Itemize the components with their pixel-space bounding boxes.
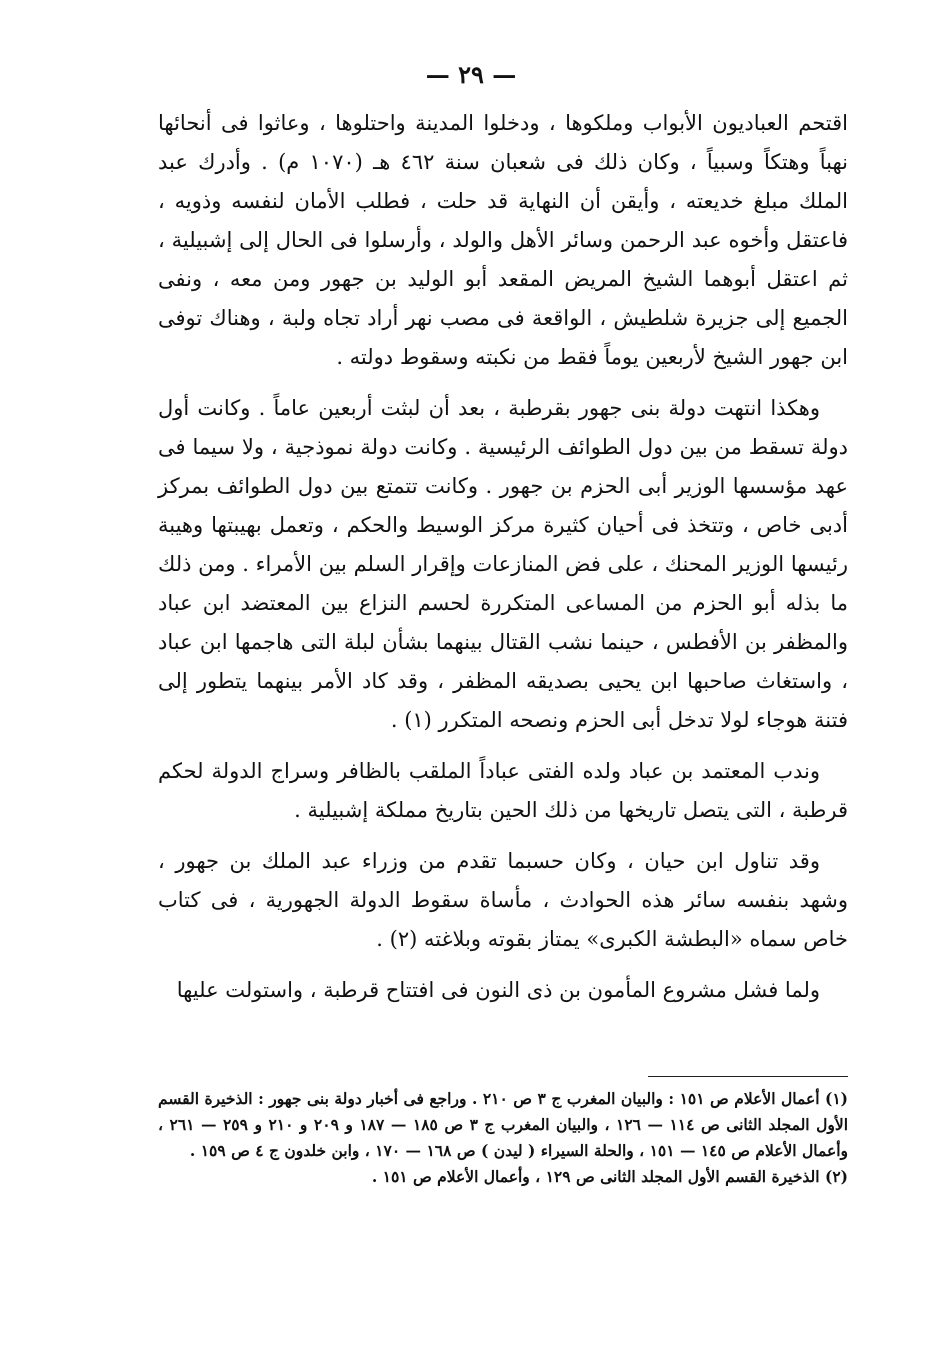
page-number: — ٢٩ —	[425, 60, 517, 89]
paragraph-2: وهكذا انتهت دولة بنى جهور بقرطبة ، بعد أن لبثت أربعين عاماً . وكانت أول دولة تسقط من بين دول الطوائف الرئيسية . وكانت دولة نموذجية ، ولا سيما فى عهد مؤسسها الوزير أبى الحزم بن جهور . وكانت تتمتع بين دول الطوائف بمركز أدبى خاص ، وتتخذ فى أحيان كثيرة مركز الوسيط والحكم ، وتعمل بهيبتها وهيبة رئيسها الوزير المحنك ، على فض المنازعات وإقرار السلم بين الأمراء . ومن ذلك ما بذله أبو الحزم من المساعى المتكررة لحسم النزاع بين المعتضد ابن عباد والمظفر بن الأفطس ، حينما نشب القتال بينهما بشأن لبلة التى هاجمها ابن عباد ، واستغاث صاحبها ابن يحيى بصديقه المظفر ، وقد كاد الأمر بينهما يتطور إلى فتنة هوجاء لولا تدخل أبى الحزم ونصحه المتكرر (١) .	[158, 396, 848, 732]
paragraph-3: وندب المعتمد بن عباد ولده الفتى عباداً الملقب بالظافر وسراج الدولة لحكم قرطبة ، التى يتصل تاريخها من ذلك الحين بتاريخ مملكة إشبيلية .	[158, 759, 848, 822]
footnote-divider	[648, 1076, 848, 1077]
paragraph-4: وقد تناول ابن حيان ، وكان حسبما تقدم من وزراء عبد الملك بن جهور ، وشهد بنفسه سائر هذه الحوادث ، مأساة سقوط الدولة الجهورية ، فى كتاب خاص سماه «البطشة الكبرى» يمتاز بقوته وبلاغته (٢) .	[158, 849, 848, 951]
main-text	[158, 104, 848, 1010]
footnotes	[158, 1086, 848, 1190]
footnote-1: (١) أعمال الأعلام ص ١٥١ : والبيان المغرب ج ٣ ص ٢١٠ . وراجع فى أخبار دولة بنى جهور : الذخيرة القسم الأول المجلد الثانى ص ١١٤ — ١٢٦ ، والبيان المغرب ج ٣ ص ١٨٥ — ١٨٧ و ٢٠٩ و ٢١٠ و ٢٥٩ — ٢٦١ ، وأعمال الأعلام ص ١٤٥ — ١٥١ ، والحلة السيراء ( ليدن ) ص ١٦٨ — ١٧٠ ، وابن خلدون ج ٤ ص ١٥٩ .	[158, 1089, 849, 1160]
paragraph-5: ولما فشل مشروع المأمون بن ذى النون فى افتتاح قرطبة ، واستولت عليها	[176, 978, 820, 1002]
footnote-2: (٢) الذخيرة القسم الأول المجلد الثانى ص ١٢٩ ، وأعمال الأعلام ص ١٥١ .	[371, 1167, 848, 1186]
paragraph-1: اقتحم العباديون الأبواب وملكوها ، ودخلوا المدينة واحتلوها ، وعاثوا فى أنحائها نهباً وهتكاً وسبياً ، وكان ذلك فى شعبان سنة ٤٦٢ هـ (١٠٧٠ م) . وأدرك عبد الملك مبلغ خديعته ، وأيقن أن النهاية قد حلت ، فطلب الأمان لنفسه وذويه ، فاعتقل وأخوه عبد الرحمن وسائر الأهل والولد ، وأرسلوا فى الحال إلى إشبيلية ، ثم اعتقل أبوهما الشيخ المريض المقعد أبو الوليد بن جهور ومن معه ، ونفى الجميع إلى جزيرة شلطيش ، الواقعة فى مصب نهر أراد تجاه ولبة ، وهناك توفى ابن جهور الشيخ لأربعين يوماً فقط من نكبته وسقوط دولته .	[158, 111, 848, 369]
